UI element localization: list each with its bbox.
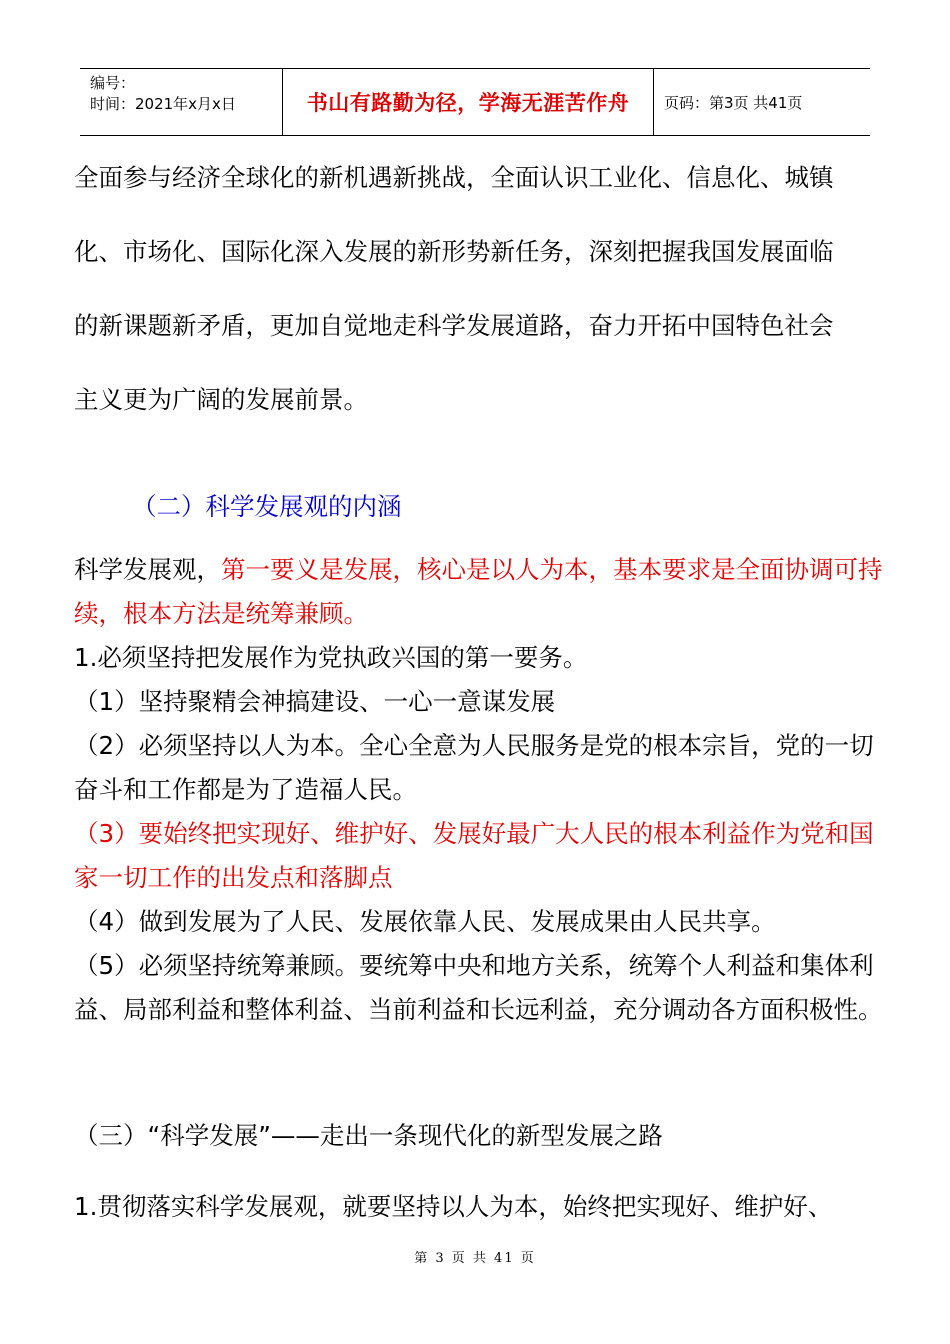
paragraph-line: 主义更为广阔的发展前景。 bbox=[74, 385, 368, 414]
definition-prefix: 科学发展观， bbox=[74, 555, 221, 584]
paragraph-line: 化、市场化、国际化深入发展的新形势新任务，深刻把握我国发展面临 bbox=[74, 237, 834, 266]
paragraph-line: 的新课题新矛盾，更加自觉地走科学发展道路，奋力开拓中国特色社会 bbox=[74, 311, 834, 340]
item-1: 1.必须坚持把发展作为党执政兴国的第一要务。 bbox=[74, 643, 588, 672]
sub-item-5: （5）必须坚持统筹兼顾。要统筹中央和地方关系，统筹个人利益和集体利益、局部利益和整体利益、当前利益和长远利益，充分调动各方面积极性。 bbox=[74, 951, 883, 1024]
sub-item-3-text: 要始终把实现好、维护好、发展好最广大人民的根本利益作为党和国家一切工作的出发点和落脚点 bbox=[74, 819, 874, 892]
definition-red-text: 第一要义是发展，核心是以人为本，基本要求是全面协调可持续，根本方法是统筹兼顾。 bbox=[74, 555, 883, 628]
header-table bbox=[80, 68, 870, 136]
page-footer: 第 3 页 共 41 页 bbox=[414, 1251, 536, 1266]
sub-item-1: （1）坚持聚精会神搞建设、一心一意谋发展 bbox=[74, 687, 556, 716]
section-2-body bbox=[74, 548, 884, 1032]
header-info-cell bbox=[80, 69, 282, 135]
sub-item-3-num: （3） bbox=[74, 819, 139, 848]
definition-paragraph bbox=[74, 548, 884, 636]
paragraph-1 bbox=[74, 156, 884, 452]
item-last: 1.贯彻落实科学发展观，就要坚持以人为本，始终把实现好、维护好、 bbox=[74, 1192, 833, 1221]
sub-item-3 bbox=[74, 812, 884, 900]
sub-item-2: （2）必须坚持以人为本。全心全意为人民服务是党的根本宗旨，党的一切奋斗和工作都是为了造福人民。 bbox=[74, 731, 874, 804]
date-label: 时间：2021年x月x日 bbox=[90, 95, 236, 113]
number-label: 编号： bbox=[90, 74, 136, 92]
section-3-heading: （三）“科学发展”——走出一条现代化的新型发展之路 bbox=[74, 1121, 663, 1150]
header-page-info: 页码：第3页 共41页 bbox=[664, 93, 803, 112]
paragraph-line: 全面参与经济全球化的新机遇新挑战，全面认识工业化、信息化、城镇 bbox=[74, 163, 834, 192]
section-2-heading: （二）科学发展观的内涵 bbox=[132, 492, 402, 521]
header-motto: 书山有路勤为径，学海无涯苦作舟 bbox=[282, 69, 654, 135]
sub-item-4: （4）做到发展为了人民、发展依靠人民、发展成果由人民共享。 bbox=[74, 907, 776, 936]
